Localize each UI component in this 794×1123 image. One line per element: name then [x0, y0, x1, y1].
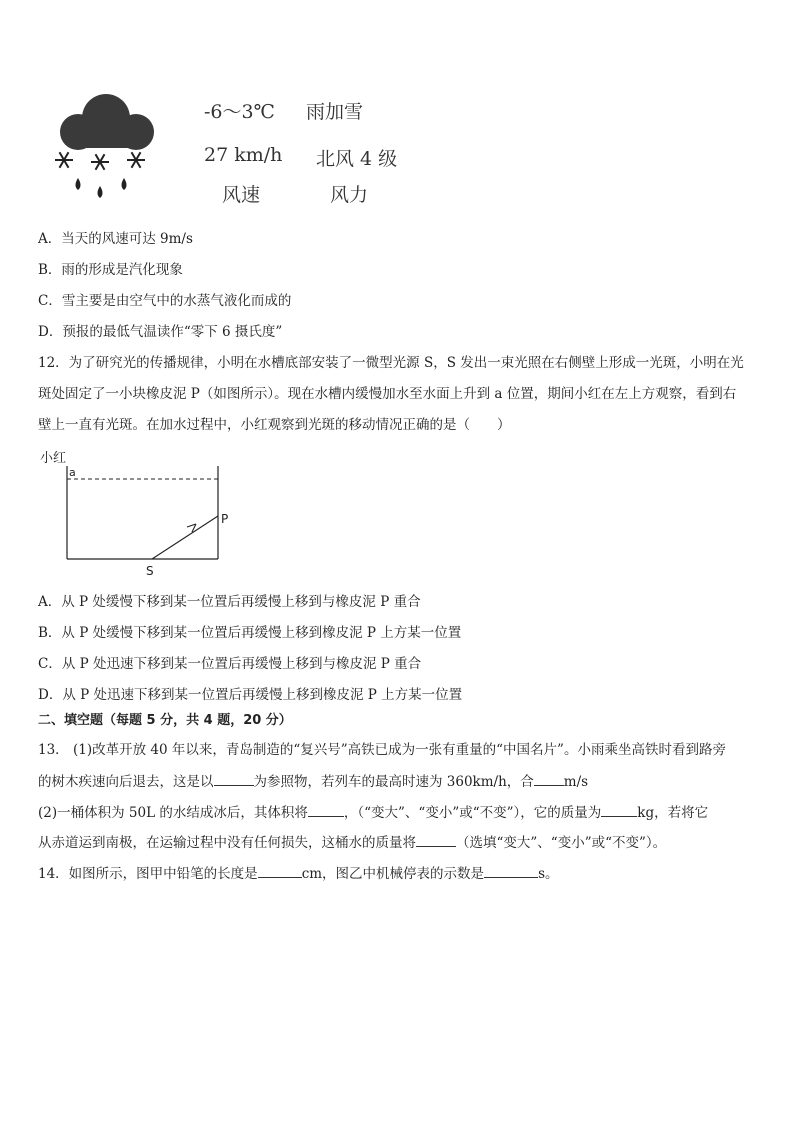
- q13-blank-speed[interactable]: [534, 771, 564, 786]
- q11-option-c: C．雪主要是由空气中的水蒸气液化而成的: [38, 293, 292, 309]
- water-tank-figure: [36, 446, 246, 580]
- wind-speed-label: 风速: [222, 184, 261, 206]
- weather-temperature: -6～3℃: [204, 101, 275, 123]
- weather-icon: [48, 88, 164, 200]
- q13-line3-text-b: ，（“变大”、“变小”或“不变”），它的质量为: [343, 805, 602, 821]
- q11-option-a: A．当天的风速可达 9m/s: [38, 231, 193, 247]
- wind-force-value: 北风 4 级: [316, 148, 398, 170]
- q11-option-d: D．预报的最低气温读作“零下 6 摄氏度”: [38, 324, 283, 340]
- q13-blank-reference[interactable]: [214, 771, 254, 786]
- q13-line2-text-b: 为参照物，若列车的最高时速为 360km/h，合: [253, 774, 534, 790]
- snowflake-icon: [55, 152, 145, 170]
- water-level-label: a: [69, 466, 76, 479]
- q13-blank-mass-change[interactable]: [416, 832, 456, 847]
- q13-blank-mass[interactable]: [601, 802, 637, 817]
- q13-line2: [38, 771, 588, 791]
- q14-text-b: cm，图乙中机械停表的示数是: [301, 866, 485, 882]
- q11-option-b: B．雨的形成是汽化现象: [38, 262, 183, 278]
- q13-line4-text-a: 从赤道运到南极，在运输过程中没有任何损失，这桶水的质量将: [38, 835, 416, 851]
- wind-speed-value: 27 km/h: [204, 144, 283, 166]
- source-s-label: S: [146, 564, 154, 578]
- observer-label: 小红: [40, 451, 67, 466]
- q12-stem-line1: 12．为了研究光的传播规律，小明在水槽底部安装了一微型光源 S，S 发出一束光照在右侧壁上形成一光斑，小明在光: [38, 355, 744, 371]
- q13-line1: 13． (1)改革开放 40 年以来，青岛制造的“复兴号”高铁已成为一张有重量的“中国名片”。小雨乘坐高铁时看到路旁: [38, 742, 726, 758]
- q14-text-c: s。: [538, 866, 559, 882]
- q14-text-a: 14．如图所示，图甲中铅笔的长度是: [38, 866, 258, 882]
- tank-walls: [67, 466, 218, 559]
- q12-option-d: D．从 P 处迅速下移到某一位置后再缓慢上移到橡皮泥 P 上方某一位置: [38, 687, 463, 703]
- q12-stem-line3: 壁上一直有光斑。在加水过程中，小红观察到光斑的移动情况正确的是（ ）: [38, 417, 511, 433]
- q13-blank-volume[interactable]: [308, 802, 344, 817]
- q13-line2-text-c: m/s: [563, 774, 589, 790]
- q14-blank-length[interactable]: [258, 863, 302, 878]
- q13-line3: [38, 802, 708, 822]
- q14-blank-time[interactable]: [484, 863, 538, 878]
- section-heading: 二、填空题（每题 5 分，共 4 题，20 分）: [38, 713, 292, 728]
- raindrop-icon: [76, 178, 127, 198]
- wind-force-label: 风力: [330, 184, 369, 206]
- q13-line3-text-c: kg，若将它: [637, 805, 709, 821]
- q12-option-c: C．从 P 处迅速下移到某一位置后再缓慢上移到与橡皮泥 P 重合: [38, 656, 422, 672]
- q13-line4-text-b: （选填“变大”、“变小”或“不变”）。: [456, 835, 667, 851]
- light-ray: [152, 516, 218, 559]
- q12-option-a: A．从 P 处缓慢下移到某一位置后再缓慢上移到与橡皮泥 P 重合: [38, 594, 421, 610]
- q12-option-b: B．从 P 处缓慢下移到某一位置后再缓慢上移到橡皮泥 P 上方某一位置: [38, 625, 462, 641]
- q14-line: [38, 863, 559, 883]
- point-p-label: P: [221, 512, 229, 526]
- cloud-icon: [60, 94, 154, 150]
- q12-stem-line2: 斑处固定了一小块橡皮泥 P（如图所示）。现在水槽内缓慢加水至水面上升到 a 位置，期间小红在左上方观察，看到右: [38, 386, 737, 402]
- q13-line3-text-a: (2)一桶体积为 50L 的水结成冰后，其体积将: [38, 805, 308, 821]
- q13-line2-text-a: 的树木疾速向后退去，这是以: [38, 774, 214, 790]
- q13-line4: [38, 832, 666, 852]
- weather-condition: 雨加雪: [306, 101, 364, 123]
